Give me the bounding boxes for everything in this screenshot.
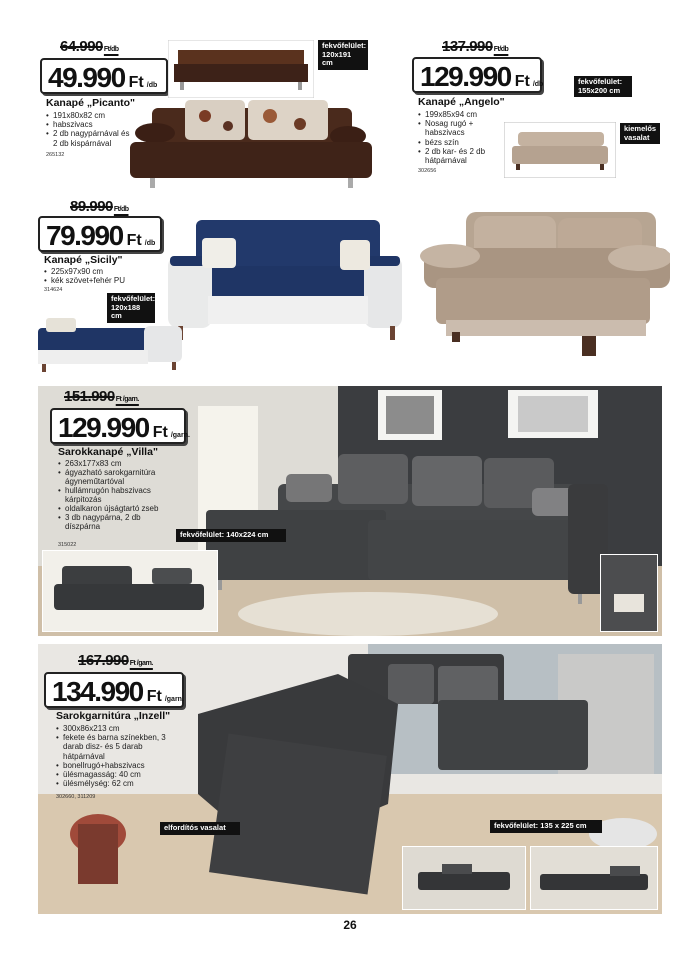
code-sicily: 314624 — [44, 287, 63, 293]
price-inzell: 134.990 Ft /garn. — [44, 672, 184, 708]
villa-pocket-inset — [600, 554, 658, 632]
picanto-sofa-image — [130, 98, 372, 190]
sleeping-area-tag-angelo: fekvőfelület: 155x200 cm — [574, 76, 632, 97]
sicily-bed-image — [38, 314, 184, 376]
sleeping-area-tag-sicily: fekvőfelület: 120x188 cm — [107, 293, 155, 323]
price-sicily: 79.990 Ft /db — [38, 216, 162, 252]
code-picanto: 265132 — [46, 152, 65, 158]
inzell-inset-2 — [530, 846, 658, 910]
old-price-picanto: 64.990Ft/db — [60, 38, 119, 55]
specs-picanto: • 191x80x82 cm • habszivacs • 2 db nagypárnával és 2 db kispárnával — [46, 111, 136, 148]
product-name-villa: Sarokkanapé „Villa" — [58, 446, 158, 458]
page-number: 26 — [343, 918, 357, 932]
price-villa: 129.990 Ft /garn. — [50, 408, 186, 444]
mechanism-tag-inzell: elfordítós vasalat — [160, 822, 240, 835]
inzell-inset-1 — [402, 846, 526, 910]
product-name-angelo: Kanapé „Angelo" — [418, 96, 505, 108]
sicily-sofa-image — [168, 216, 402, 346]
code-villa: 315022 — [58, 542, 77, 548]
product-name-picanto: Kanapé „Picanto" — [46, 97, 135, 109]
sleeping-area-tag-villa: fekvőfelület: 140x224 cm — [176, 529, 286, 542]
picanto-bed-image — [168, 40, 314, 98]
specs-inzell: • 300x86x213 cm • fekete és barna színekben, 3 darab disz- és 5 darab hátpárnával • bonellrugó+habszivacs • ülésmagasság: 40 cm • ülésmélység: 62 cm — [56, 724, 166, 788]
specs-sicily: • 225x97x90 cm • kék szövet+fehér PU — [44, 267, 154, 285]
price-picanto: 49.990 Ft /db — [40, 58, 168, 94]
old-price-sicily: 89.990Ft/db — [70, 198, 129, 215]
villa-bed-inset — [42, 550, 218, 632]
mechanism-tag-angelo: kiemelős vasalat — [620, 123, 660, 144]
code-inzell: 302660, 311209 — [56, 794, 96, 800]
sleeping-area-tag-inzell: fekvőfelület: 135 x 225 cm — [490, 820, 602, 833]
code-angelo: 302656 — [418, 168, 437, 174]
old-price-angelo: 137.990Ft/db — [442, 38, 509, 55]
sleeping-area-tag-picanto: fekvőfelület: 120x191 cm — [318, 40, 368, 70]
product-name-sicily: Kanapé „Sicily" — [44, 254, 123, 266]
specs-angelo: • 199x85x94 cm • Nosag rugó + habszivacs • bézs szín • 2 db kar- és 2 db hátpárnával — [418, 110, 508, 165]
product-name-inzell: Sarokgarnitúra „Inzell" — [56, 710, 171, 722]
price-angelo: 129.990 Ft /db — [412, 57, 542, 93]
angelo-sofa-image — [416, 208, 670, 366]
angelo-bed-image — [504, 122, 616, 178]
specs-villa: • 263x177x83 cm • ágyazható sarokgarnitúra ágyneműtartóval • hullámrugón habszivacs kárpitozás • oldalkaron újságtartó zseb • 3 db nagypárna, 2 db díszpárna — [58, 459, 170, 531]
old-price-villa: 151.990Ft /garn. — [64, 388, 139, 405]
old-price-inzell: 167.990Ft /garn. — [78, 652, 153, 669]
